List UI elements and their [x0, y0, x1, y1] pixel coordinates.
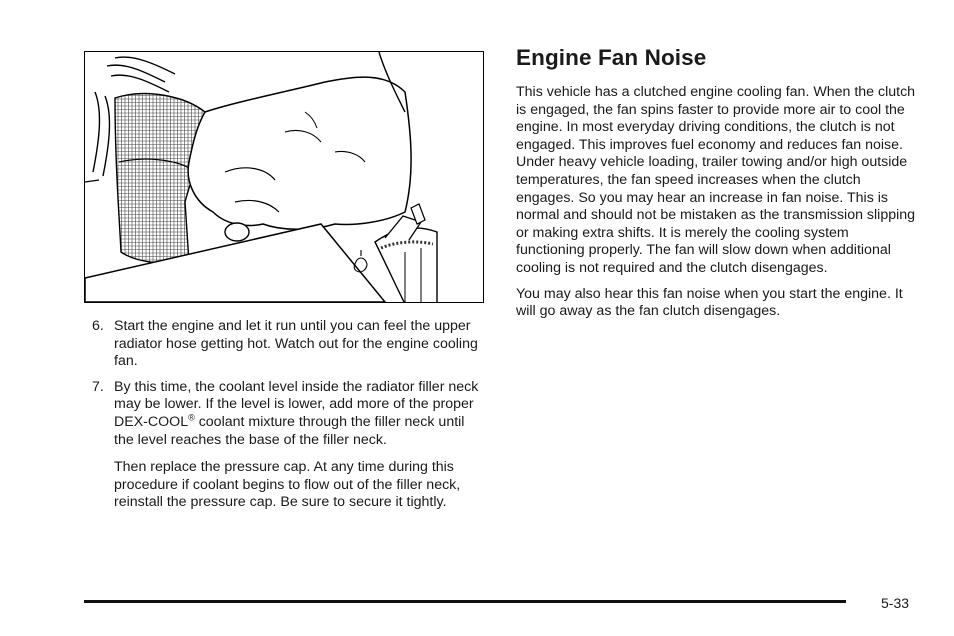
step-text: Start the engine and let it run until you can feel the upper radiator hose getting hot. Watch out for the engine cooling fan.	[114, 318, 478, 370]
procedure-steps	[92, 318, 484, 520]
radiator-cap-illustration	[84, 51, 484, 303]
step-followup-text: Then replace the pressure cap. At any time during this procedure if coolant begins to flow out of the filler neck, reinstall the pressure cap. Be sure to secure it tightly.	[114, 459, 461, 511]
engine-fan-noise-section	[516, 44, 916, 329]
registered-mark: ®	[188, 412, 195, 423]
step-6	[92, 318, 484, 371]
step-number: 6.	[92, 318, 104, 334]
page-number: 5-33	[881, 595, 910, 611]
step-text	[114, 379, 484, 449]
step-7	[92, 379, 484, 512]
step-text-part: coolant mixture through the filler neck until the level reaches the base of the filler neck.	[114, 413, 465, 448]
section-paragraph: This vehicle has a clutched engine cooling fan. When the clutch is engaged, the fan spins faster to provide more air to cool the engine. In most everyday driving conditions, the clutch is not engaged. This improves fuel economy and reduces fan noise. Under heavy vehicle loading, trailer towing and/or high outside temperatures, the fan speed increases when the clutch engages. So you may hear an increase in fan noise. This is normal and should not be mistaken as the transmission slipping or making extra shifts. It is merely the cooling system functioning properly. The fan will slow down when additional cooling is not required and the clutch disengages.	[516, 84, 916, 276]
hand-on-radiator-cap-icon	[85, 52, 484, 303]
footer-rule	[84, 600, 846, 603]
section-title: Engine Fan Noise	[516, 45, 707, 70]
section-paragraph: You may also hear this fan noise when you start the engine. It will go away as the fan clutch disengages.	[516, 285, 903, 320]
step-text-part: By this time, the coolant level inside the radiator filler neck may be lower. If the level is lower, add more of the proper DEX-COOL	[114, 378, 479, 430]
step-number: 7.	[92, 378, 104, 395]
